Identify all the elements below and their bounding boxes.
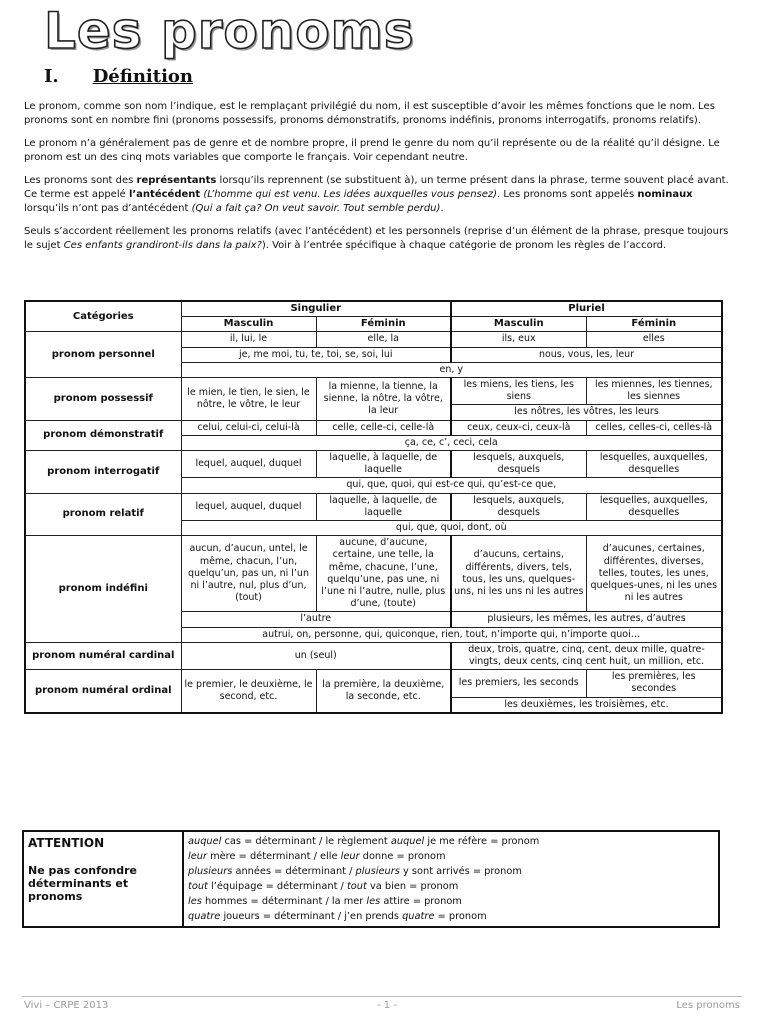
attention-title: ATTENTION — [28, 836, 105, 850]
attention-header — [24, 832, 184, 926]
table-cell: celle, celle-ci, celle-là — [316, 420, 451, 435]
header-masculin: Masculin — [451, 317, 586, 332]
header-masculin: Masculin — [181, 317, 316, 332]
paragraph-4 — [24, 225, 729, 254]
p3-text: lorsqu’ils reprennent (se substituent à), un terme présent dans la phrase, terme souvent placé avant. Ce terme est appelé — [24, 174, 729, 201]
p3-example: (Qui a fait ça? On veut savoir. Tout semble perdu) — [191, 203, 441, 215]
example-word: quatre — [188, 911, 221, 922]
table-cell: laquelle, à laquelle, de laquelle — [316, 451, 451, 478]
example-line — [188, 864, 714, 879]
pronouns-table — [24, 300, 723, 714]
table-cell: ils, eux — [451, 332, 586, 347]
example-line — [188, 879, 714, 894]
header-feminin: Féminin — [586, 317, 722, 332]
table-header-row — [25, 301, 722, 317]
example-text: je me réfère = pronom — [424, 836, 540, 847]
paragraph-1: Le pronom, comme son nom l’indique, est le remplaçant privilégié du nom, il est susceptible d’avoir les mêmes fonctions que le nom. Les pronoms sont en nombre fini (pronoms possessifs, pronoms démonstratifs, pronoms indéfinis, pronoms interrogatifs, pronoms relatifs). — [24, 101, 715, 127]
table-cell: qui, que, quoi, dont, où — [181, 521, 722, 536]
example-text: y sont arrivés = pronom — [399, 866, 522, 877]
p3-text: . — [440, 203, 444, 215]
table-cell: les miens, les tiens, les siens — [451, 378, 586, 405]
p4-text: ). Voir à l’entrée spécifique à chaque catégorie de pronom les règles de l’accord. — [261, 240, 667, 252]
example-line — [188, 849, 714, 864]
header-singulier: Singulier — [181, 301, 451, 317]
definition-text — [24, 100, 729, 262]
attention-examples — [184, 832, 718, 926]
table-cell: d’aucuns, certains, différents, divers, tels, tous, les uns, quelques-uns, ni les uns ni les autres — [451, 536, 586, 612]
example-text: = pronom — [434, 911, 487, 922]
category-label: pronom indéfini — [25, 536, 181, 643]
paragraph-2: Le pronom n’a généralement pas de genre et de nombre propre, il prend le genre du nom qu’il représente ou de la réalité qu’il désigne. Le pronom est un des cinq mots variables que comporte le français. Voir cependant neutre. — [24, 137, 720, 164]
example-word: plusieurs — [188, 866, 233, 877]
table-cell: lesquelles, auxquelles, desquelles — [586, 451, 722, 478]
example-line — [188, 909, 714, 924]
table-cell: je, me moi, tu, te, toi, se, soi, lui — [181, 347, 451, 362]
p3-text: . Les pronoms sont appelés — [497, 189, 638, 201]
table-cell: d’aucunes, certaines, différentes, diverses, telles, toutes, les unes, quelques-unes, ni les unes ni les autres — [586, 536, 722, 612]
attention-subtitle: Ne pas confondre déterminants et pronoms — [28, 864, 138, 903]
example-text: hommes = déterminant / la mer — [201, 896, 367, 907]
p4-example: Ces enfants grandiront-ils dans la paix? — [63, 240, 262, 252]
table-row — [25, 536, 722, 612]
table-cell: nous, vous, les, leur — [451, 347, 722, 362]
attention-box — [22, 830, 720, 928]
example-text: joueurs = déterminant / j’en prends — [220, 911, 403, 922]
footer-page-number: - 1 - — [377, 1000, 397, 1011]
section-heading — [44, 66, 193, 87]
example-line — [188, 834, 714, 849]
table-row — [25, 420, 722, 435]
table-cell: lesquelles, auxquelles, desquelles — [586, 493, 722, 520]
table-row — [25, 642, 722, 669]
table-cell: lesquels, auxquels, desquels — [451, 493, 586, 520]
category-label: pronom possessif — [25, 378, 181, 421]
section-label: Définition — [92, 66, 194, 87]
table-row — [25, 332, 722, 347]
category-label: pronom numéral cardinal — [25, 642, 181, 669]
table-cell: lesquels, auxquels, desquels — [451, 451, 586, 478]
paragraph-3 — [24, 174, 729, 217]
header-feminin: Féminin — [316, 317, 451, 332]
table-cell: celui, celui-ci, celui-là — [181, 420, 316, 435]
category-label: pronom personnel — [25, 332, 181, 378]
table-cell: elle, la — [316, 332, 451, 347]
table-cell: lequel, auquel, duquel — [181, 451, 316, 478]
example-word: tout — [188, 881, 208, 892]
example-word: tout — [346, 881, 367, 892]
table-row — [25, 378, 722, 405]
example-word: auquel — [188, 836, 222, 847]
example-line — [188, 894, 714, 909]
table-cell: la première, la deuxième, la seconde, etc. — [316, 670, 451, 713]
table-row — [25, 670, 722, 697]
table-cell: la mienne, la tienne, la sienne, la nôtre, la vôtre, la leur — [316, 378, 451, 421]
category-label: pronom démonstratif — [25, 420, 181, 450]
table-cell: les deuxièmes, les troisièmes, etc. — [451, 697, 722, 713]
table-cell: les premiers, les seconds — [451, 670, 586, 697]
example-word: les — [188, 896, 202, 907]
example-text: cas = déterminant / le règlement — [221, 836, 391, 847]
example-word: leur — [340, 851, 360, 862]
table-cell: les miennes, les tiennes, les siennes — [586, 378, 722, 405]
table-cell: autrui, on, personne, qui, quiconque, rien, tout, n’importe qui, n’importe quoi… — [181, 627, 722, 642]
example-text: mère = déterminant / elle — [207, 851, 341, 862]
example-text: attire = pronom — [380, 896, 462, 907]
footer-author: Vivi – CRPE 2013 — [24, 1000, 109, 1011]
p3-text: Les pronoms sont des — [24, 174, 137, 186]
example-text: donne = pronom — [359, 851, 446, 862]
table-cell: plusieurs, les mêmes, les autres, d’autres — [451, 612, 722, 627]
p3-text: lorsqu’ils n’ont pas d’antécédent — [24, 203, 192, 215]
section-number: I. — [44, 66, 59, 87]
table-cell: aucune, d’aucune, certaine, une telle, la même, chacune, l’une, quelqu’une, pas une, ni l’une ni l’autre, nulle, plus d’une, (toute) — [316, 536, 451, 612]
table-cell: ça, ce, c’, ceci, cela — [181, 435, 722, 450]
example-word: auquel — [390, 836, 425, 847]
table-cell: deux, trois, quatre, cinq, cent, deux mille, quatre-vingts, deux cents, cinq cent huit, un million, etc. — [451, 642, 722, 669]
table-cell: il, lui, le — [181, 332, 316, 347]
table-cell: les nôtres, les vôtres, les leurs — [451, 405, 722, 420]
table-cell: aucun, d’aucun, untel, le même, chacun, l’un, quelqu’un, pas un, ni l’un ni l’autre, nul, plus d’un, (tout) — [181, 536, 316, 612]
example-word: quatre — [402, 911, 435, 922]
table-cell: les premières, les secondes — [586, 670, 722, 697]
p3-bold-antecedent: l’antécédent — [128, 189, 201, 201]
table-cell: l’autre — [181, 612, 451, 627]
page-title: Les pronoms — [44, 2, 415, 60]
p4-text: Seuls s’accordent réellement les pronoms relatifs (avec l’antécédent) et les personnels (reprise d’un élément de la phrase, presque toujours le sujet — [24, 225, 729, 252]
table-cell: le premier, le deuxième, le second, etc. — [181, 670, 316, 713]
header-categories: Catégories — [25, 301, 181, 332]
header-pluriel: Pluriel — [451, 301, 722, 317]
category-label: pronom relatif — [25, 493, 181, 536]
table-cell: ceux, ceux-ci, ceux-là — [451, 420, 586, 435]
p3-example: (L’homme qui est venu. Les idées auxquelles vous pensez) — [200, 189, 498, 201]
p3-bold-representants: représentants — [136, 174, 217, 186]
example-word: plusieurs — [355, 866, 400, 877]
table-cell: lequel, auquel, duquel — [181, 493, 316, 520]
example-text: l’équipage = déterminant / — [207, 881, 347, 892]
example-word: leur — [188, 851, 207, 862]
footer-title: Les pronoms — [676, 1000, 740, 1011]
page-footer — [22, 996, 742, 1011]
example-text: années = déterminant / — [232, 866, 356, 877]
table-cell: elles — [586, 332, 722, 347]
table-cell: qui, que, quoi, qui est-ce qui, qu’est-ce que, — [181, 478, 722, 493]
table-cell: laquelle, à laquelle, de laquelle — [316, 493, 451, 520]
category-label: pronom numéral ordinal — [25, 670, 181, 713]
example-text: va bien = pronom — [366, 881, 459, 892]
p3-bold-nominaux: nominaux — [637, 189, 693, 201]
table-cell: le mien, le tien, le sien, le nôtre, le vôtre, le leur — [181, 378, 316, 421]
table-cell: en, y — [181, 362, 722, 377]
category-label: pronom interrogatif — [25, 451, 181, 494]
table-cell: celles, celles-ci, celles-là — [586, 420, 722, 435]
example-word: les — [366, 896, 381, 907]
table-row — [25, 493, 722, 520]
table-row — [25, 451, 722, 478]
table-cell: un (seul) — [181, 642, 451, 669]
